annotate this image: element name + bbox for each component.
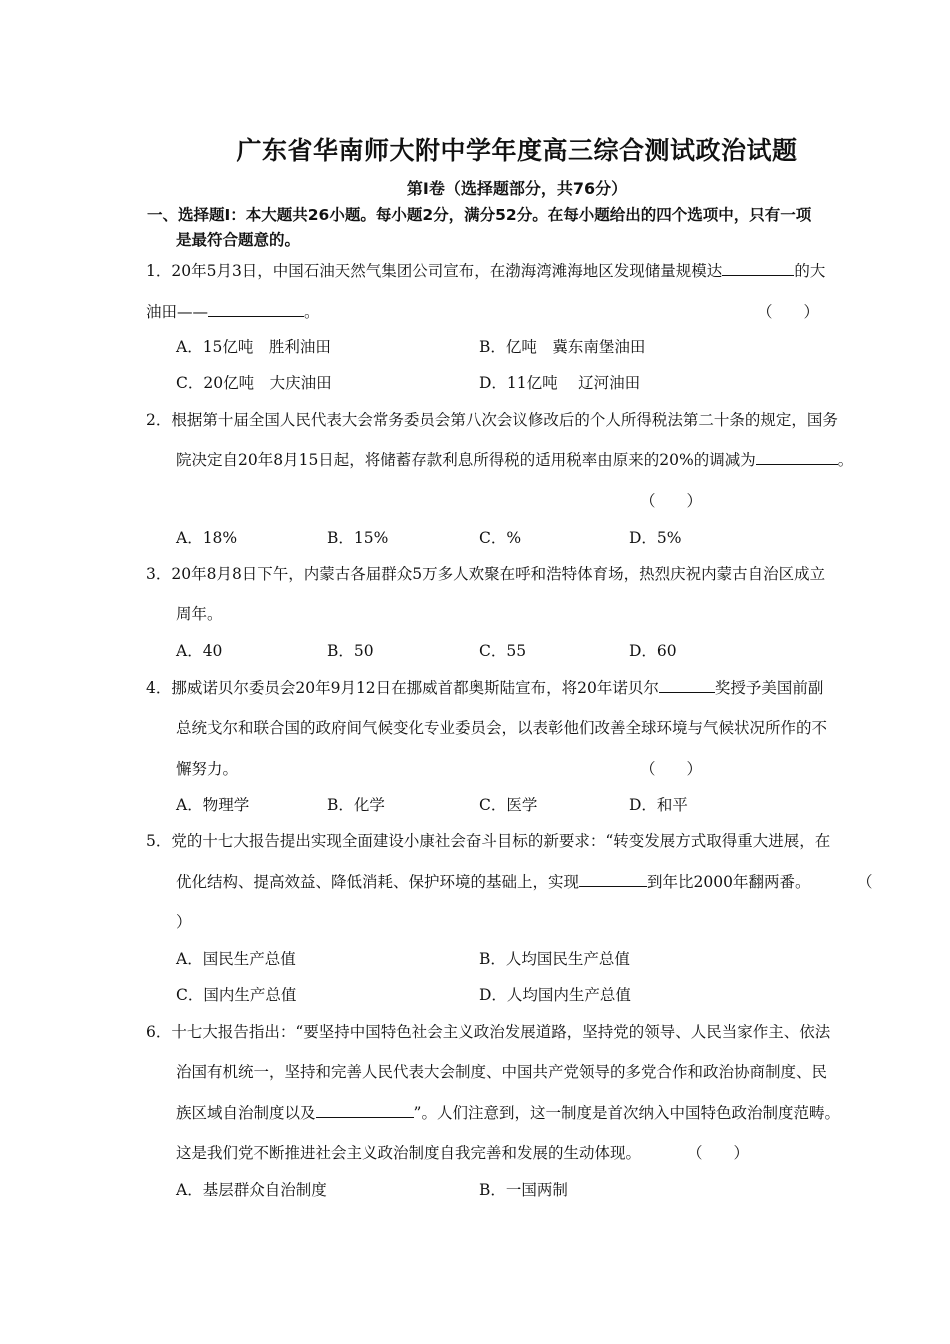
answer-blank (756, 449, 838, 465)
question-6-line2: 治国有机统一，坚持和完善人民代表大会制度、中国共产党领导的多党合作和政治协商制度、民 (176, 1063, 828, 1081)
question-4-option-d: D．和平 (629, 796, 688, 814)
question-2-option-a: A．18% (176, 529, 238, 547)
section-instructions-line2: 是最符合题意的。 (176, 231, 301, 249)
question-1-option-a: A．15亿吨 胜利油田 (176, 338, 331, 356)
question-4-line3: 懈努力。 (176, 760, 239, 778)
question-5-line1: 5．党的十七大报告提出实现全面建设小康社会奋斗目标的新要求：“转变发展方式取得重大进展，在 (146, 832, 831, 850)
question-1-option-c: C．20亿吨 大庆油田 (176, 374, 332, 392)
question-3-option-a: A．40 (176, 642, 223, 660)
question-2-option-d: D．5% (629, 529, 682, 547)
answer-blank (208, 301, 304, 317)
question-5-option-a: A．国民生产总值 (176, 950, 296, 968)
question-5-line2: 优化结构、提高效益、降低消耗、保护环境的基础上，实现 到年比2000年翻两番。 (176, 873, 811, 891)
question-2-option-b: B．15% (327, 529, 389, 547)
question-1-line2: 油田—— 。 (146, 303, 320, 321)
question-4-line1: 4．挪威诺贝尔委员会20年9月12日在挪威首都奥斯陆宣布，将20年诺贝尔 奖授予美国前副 (146, 679, 824, 697)
question-6-option-b: B．一国两制 (479, 1181, 568, 1199)
question-5-option-d: D．人均国内生产总值 (479, 986, 631, 1004)
question-6-option-a: A．基层群众自治制度 (176, 1181, 327, 1199)
question-4-option-c: C．医学 (479, 796, 538, 814)
question-1-option-d: D．11亿吨 辽河油田 (479, 374, 641, 392)
answer-paren: （ ） (640, 492, 703, 510)
question-6-line1: 6．十七大报告指出：“要坚持中国特色社会主义政治发展道路，坚持党的领导、人民当家作主、依法 (146, 1023, 831, 1041)
question-4-line2: 总统戈尔和联合国的政府间气候变化专业委员会，以表彰他们改善全球环境与气候状况所作的不 (176, 719, 828, 737)
section-subtitle: 第Ⅰ卷（选择题部分，共76分） (406, 179, 628, 198)
question-3-option-c: C．55 (479, 642, 527, 660)
answer-blank (659, 677, 715, 693)
question-6-line4: 这是我们党不断推进社会主义政治制度自我完善和发展的生动体现。 (176, 1144, 642, 1162)
page-title: 广东省华南师大附中学年度高三综合测试政治试题 (236, 136, 798, 165)
question-6-line3: 族区域自治制度以及 ”。人们注意到，这一制度是首次纳入中国特色政治制度范畴。 (176, 1104, 840, 1122)
question-4-option-b: B．化学 (327, 796, 385, 814)
question-2-line1: 2．根据第十届全国人民代表大会常务委员会第八次会议修改后的个人所得税法第二十条的规定，国务 (146, 411, 838, 429)
question-3-option-b: B．50 (327, 642, 374, 660)
question-2-option-c: C．% (479, 529, 522, 547)
question-3-option-d: D．60 (629, 642, 677, 660)
answer-paren: （ ） (757, 303, 820, 321)
question-1-line1: 1．20年5月3日，中国石油天然气集团公司宣布，在渤海湾滩海地区发现储量规模达 的大 (146, 262, 826, 280)
question-1-option-b: B．亿吨 冀东南堡油田 (479, 338, 646, 356)
section-instructions-line1: 一、选择题Ⅰ：本大题共26小题。每小题2分，满分52分。在每小题给出的四个选项中，只有一项 (147, 206, 812, 224)
answer-paren-open: （ (857, 873, 873, 891)
answer-blank (579, 871, 647, 887)
answer-blank (722, 260, 794, 276)
question-4-option-a: A．物理学 (176, 796, 250, 814)
answer-paren-close: ） (176, 913, 192, 931)
question-5-option-b: B．人均国民生产总值 (479, 950, 630, 968)
question-5-option-c: C．国内生产总值 (176, 986, 297, 1004)
answer-paren: （ ） (640, 760, 703, 778)
answer-paren: （ ） (687, 1144, 750, 1162)
answer-blank (316, 1102, 414, 1118)
question-3-line2: 周年。 (176, 605, 223, 623)
question-3-line1: 3．20年8月8日下午，内蒙古各届群众5万多人欢聚在呼和浩特体育场，热烈庆祝内蒙古自治区成立 (146, 565, 826, 583)
question-2-line2: 院决定自20年8月15日起，将储蓄存款利息所得税的适用税率由原来的20%的调减为 。 (176, 451, 854, 469)
